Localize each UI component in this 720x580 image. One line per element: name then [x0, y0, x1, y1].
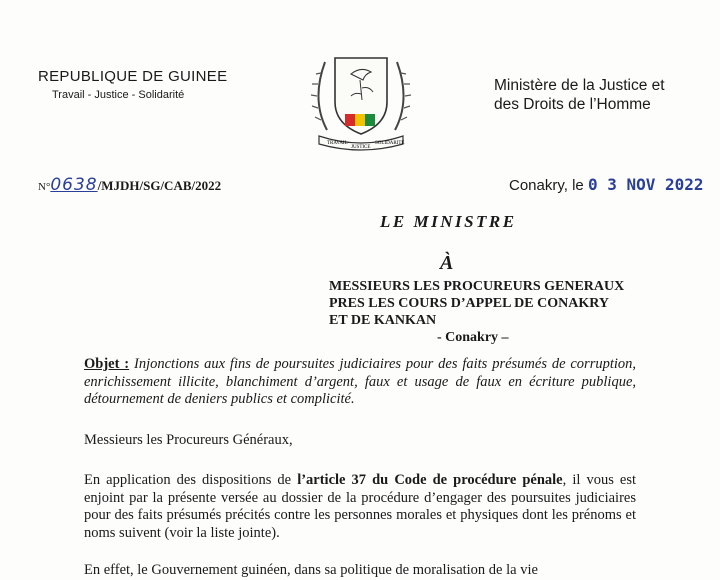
national-motto: Travail - Justice - Solidarité: [52, 89, 185, 101]
reference-prefix: N°: [38, 181, 51, 193]
paragraph-text: En application des dispositions de: [84, 472, 292, 488]
reference-line: [38, 175, 221, 195]
salutation: Messieurs les Procureurs Généraux,: [84, 432, 293, 448]
place-and-date: [509, 175, 704, 194]
ministry-name-line1: Ministère de la Justice et: [494, 77, 665, 94]
body-paragraph: [84, 472, 636, 542]
coat-of-arms-icon: [305, 40, 417, 152]
addressee-marker: À: [440, 252, 454, 274]
object-text: Injonctions aux fins de poursuites judiciaires pour des faits présumés de corruption, enrichissement illicite, blanchiment d’argent, faux et usage de faux en écriture publique, détournement de deniers publics et complicité.: [84, 356, 637, 407]
recipient-city: - Conakry –: [437, 330, 509, 345]
emblem-ribbon-word: TRAVAIL: [327, 141, 348, 146]
emblem-ribbon-word: JUSTICE: [351, 145, 371, 150]
reference-suffix: /MJDH/SG/CAB/2022: [97, 178, 222, 193]
recipient-line: PRES LES COURS D’APPEL DE CONAKRY: [329, 296, 609, 311]
republic-name: REPUBLIQUE DE GUINEE: [38, 68, 228, 85]
emblem-ribbon-word: SOLIDARITE: [375, 141, 405, 146]
object-label: Objet :: [84, 356, 130, 372]
recipient-line: MESSIEURS LES PROCUREURS GENERAUX: [329, 279, 625, 294]
body-paragraph: En effet, le Gouvernement guinéen, dans sa politique de moralisation de la vie: [84, 562, 538, 578]
ministry-name-line2: des Droits de l’Homme: [494, 96, 651, 113]
place: Conakry, le: [509, 177, 584, 194]
reference-number: 0638: [50, 175, 98, 195]
coat-of-arms-emblem: [305, 40, 417, 152]
recipient-line: ET DE KANKAN: [329, 313, 437, 328]
date-stamp: 0 3 NOV 2022: [587, 175, 704, 194]
legal-reference: l’article 37 du Code de procédure pénale: [297, 472, 563, 488]
sender-title: LE MINISTRE: [380, 212, 517, 231]
paragraph-text: , il vous est enjoint par la présente versée au dossier de la procédure d’engager des poursuites judiciaires pour des faits présumés précités contre les personnes morales et physiques dont les prénoms et noms suivent (voir la liste jointe).: [84, 472, 637, 541]
letter-object: [84, 356, 636, 409]
